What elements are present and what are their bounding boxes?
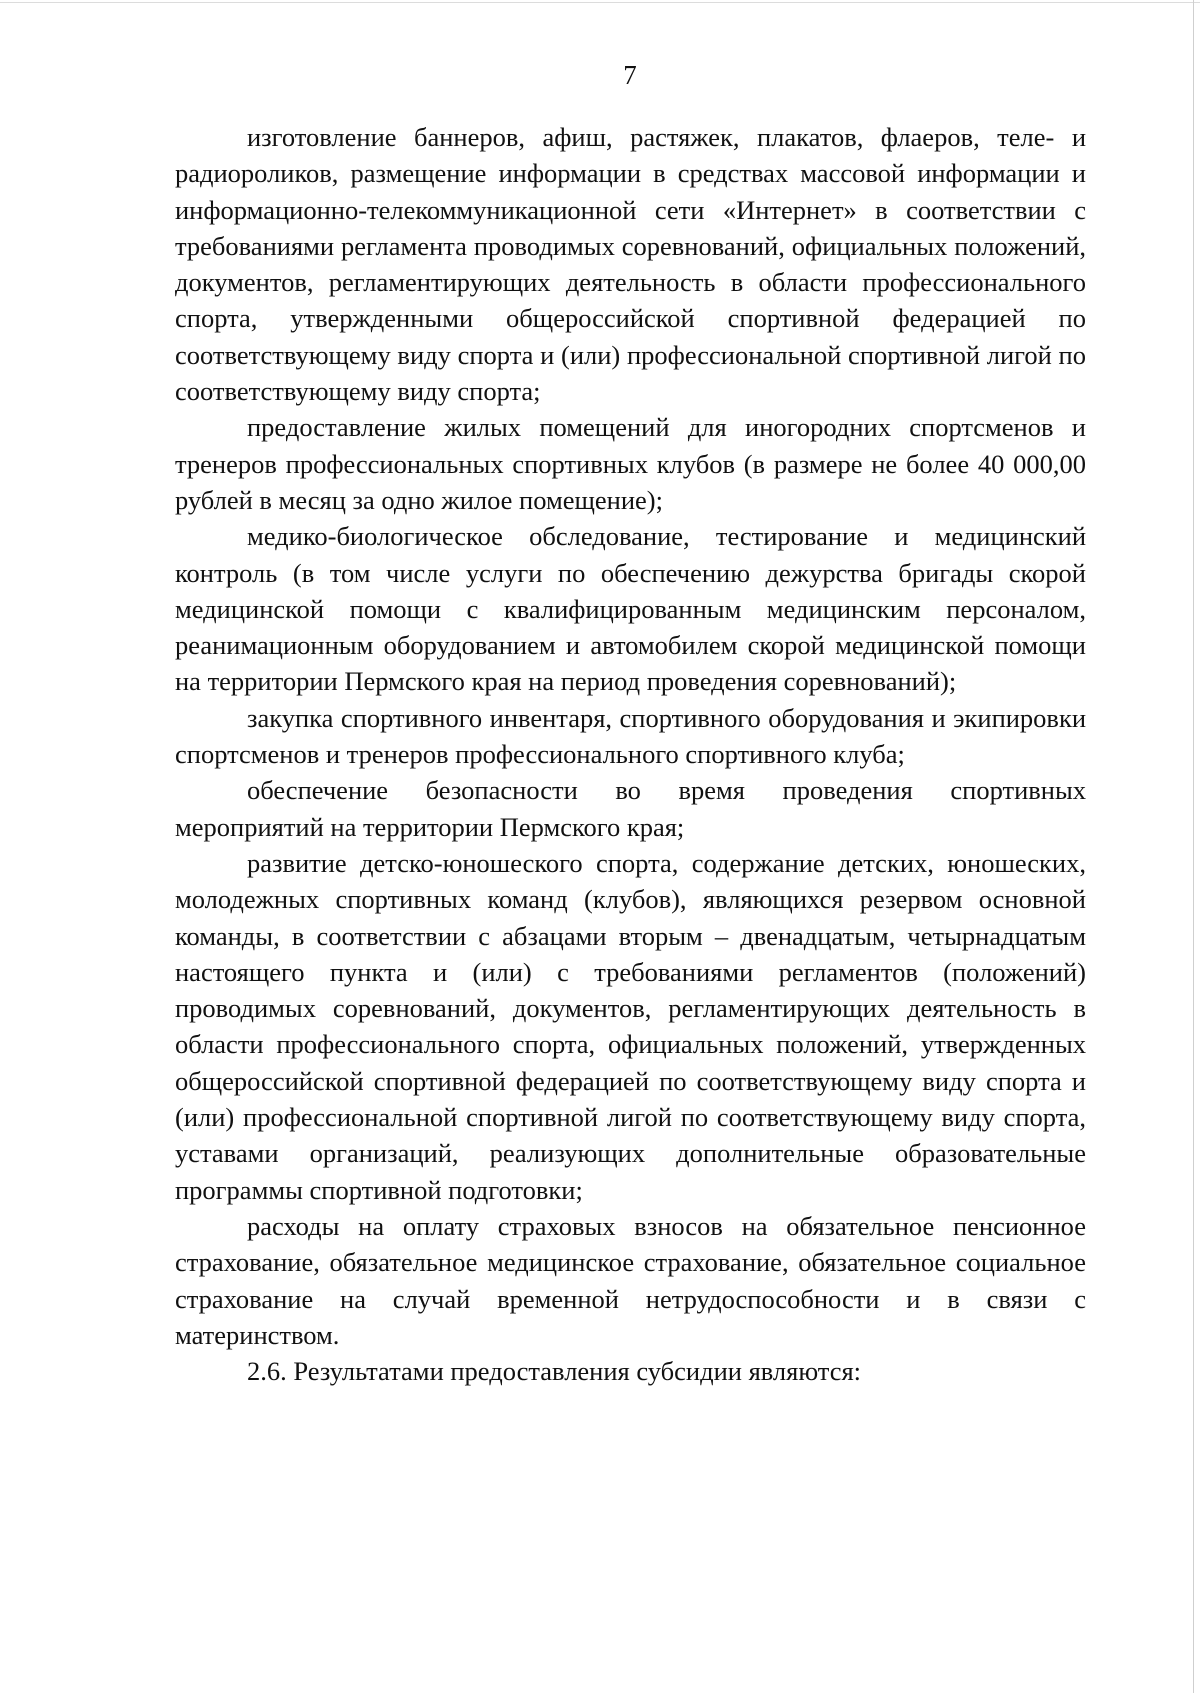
paragraph-housing: предоставление жилых помещений для иногородних спортсменов и тренеров профессиональных спортивных клубов (в размере не более 40 000,00 рублей в месяц за одно жилое помещение); — [175, 412, 1086, 515]
page-number: 7 — [623, 60, 637, 90]
paragraph-advertising: изготовление баннеров, афиш, растяжек, плакатов, флаеров, теле- и радиороликов, размещение информации в средствах массовой информации и информационно-телекоммуникационной сети «Интернет» в соответствии с требованиями регламента проводимых соревнований, официальных положений, документов, регламентирующих деятельность в области профессионального спорта, утвержденными общероссийской спортивной федерацией по соответствующему виду спорта и (или) профессиональной спортивной лигой по соответствующему виду спорта; — [175, 122, 1086, 407]
paragraph-youth-sport: развитие детско-юношеского спорта, содержание детских, юношеских, молодежных спортивных команд (клубов), являющихся резервом основной команды, в соответствии с абзацами вторым – двенадцатым, четырнадцатым настоящего пункта и (или) с требованиями регламентов (положений) проводимых соревнований, документов, регламентирующих деятельность в области профессионального спорта, официальных положений, утвержденных общероссийской спортивной федерацией по соответствующему виду спорта и (или) профессиональной спортивной лигой по соответствующему виду спорта, уставами организаций, реализующих дополнительные образовательные программы спортивной подготовки; — [175, 847, 1086, 1205]
document-body — [175, 119, 1086, 1389]
paragraph-security: обеспечение безопасности во время проведения спортивных мероприятий на территории Пермского края; — [175, 775, 1086, 842]
paragraph-equipment: закупка спортивного инвентаря, спортивного оборудования и экипировки спортсменов и тренеров профессионального спортивного клуба; — [175, 702, 1086, 770]
page-edge-right — [1193, 0, 1194, 1693]
paragraph-insurance: расходы на оплату страховых взносов на обязательное пенсионное страхование, обязательное медицинское страхование, обязательное социальное страхование на случай временной нетрудоспособности и в связи с материнством. — [175, 1210, 1086, 1350]
page-edge-top — [0, 2, 1200, 3]
paragraph-medical: медико-биологическое обследование, тестирование и медицинский контроль (в том числе услуги по обеспечению дежурства бригады скорой медицинской помощи с квалифицированным медицинским персоналом, реанимационным оборудованием и автомобилем скорой медицинской помощи на территории Пермского края на период проведения соревнований); — [175, 521, 1086, 697]
paragraph-results-heading: 2.6. Результатами предоставления субсидии являются: — [247, 1356, 862, 1387]
